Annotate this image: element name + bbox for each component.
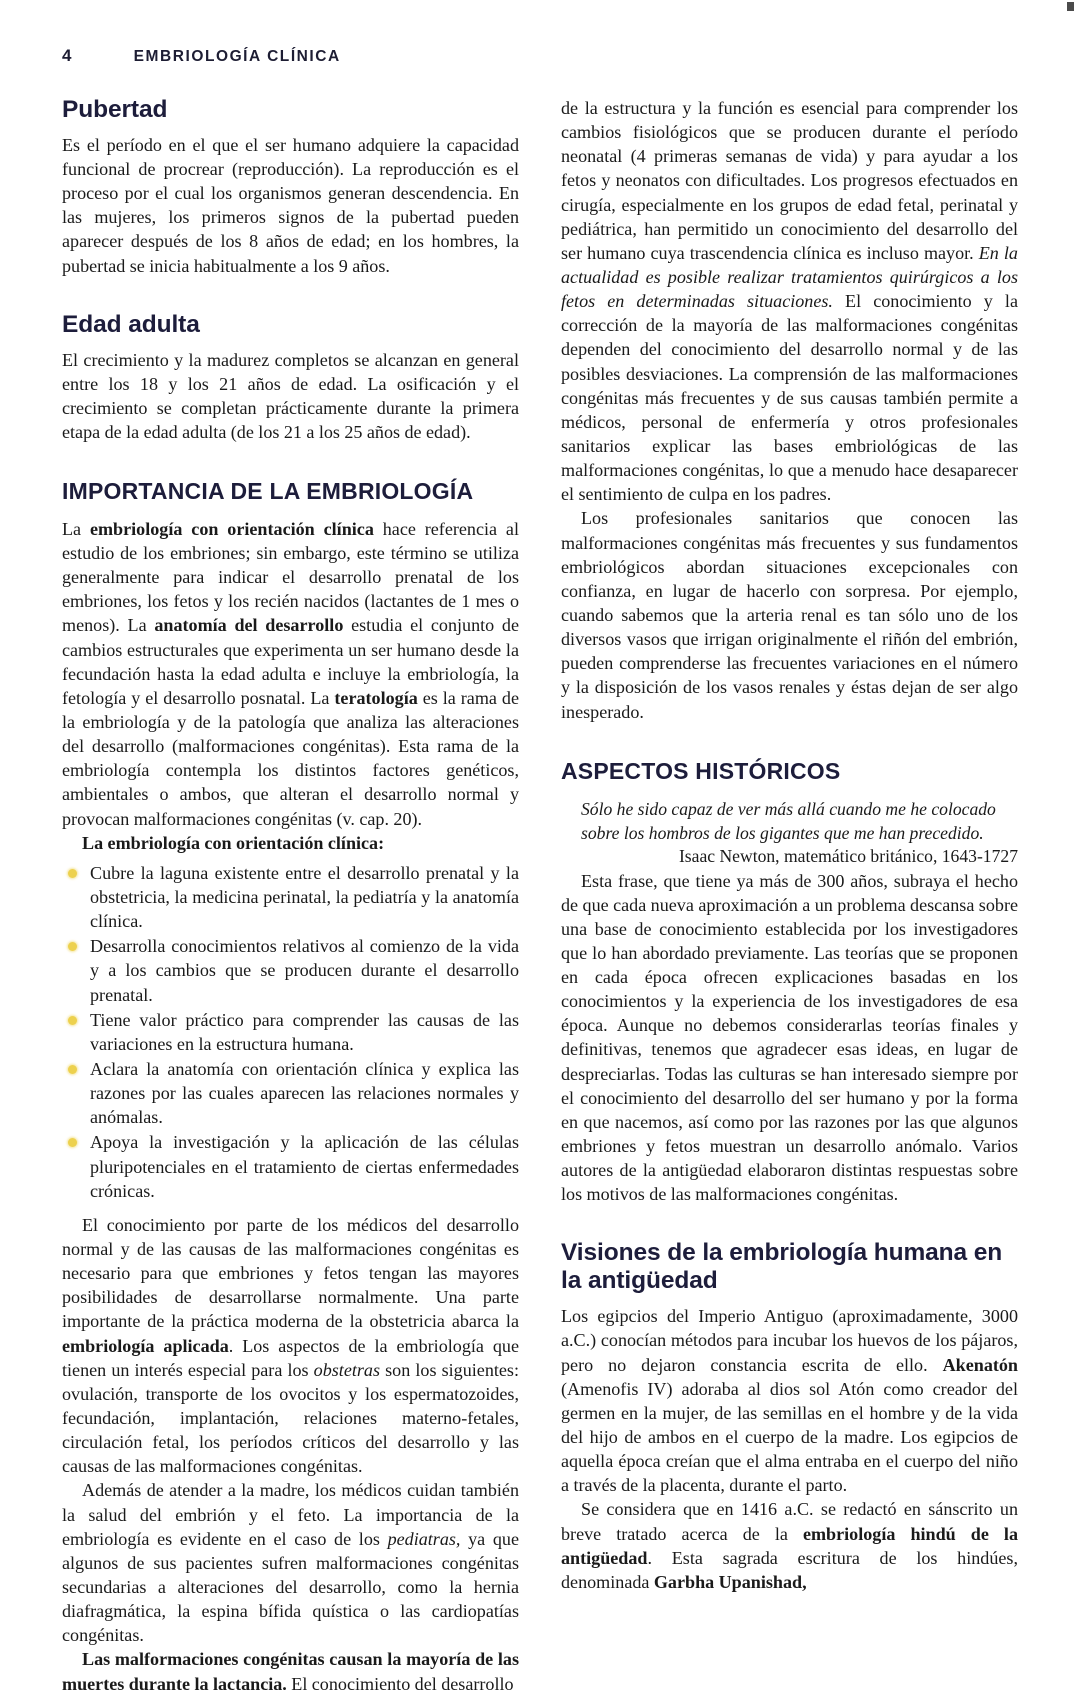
paragraph-edad-adulta: El crecimiento y la madurez completos se alcanzan en general entre los 18 y los 21 años de edad. La osificación y el crecimiento se completan prácticamente durante la primera etapa de la edad adulta (de los 21 a los 25 años de edad). <box>62 349 519 443</box>
list-lead-in: La embriología con orientación clínica: <box>82 832 385 853</box>
italic-term-obstetras: obstetras <box>313 1359 381 1380</box>
heading-visiones-antiguedad: Visiones de la embriología humana en la antigüedad <box>561 1239 1003 1295</box>
list-item <box>62 861 519 933</box>
text-run: es la rama de la embriología y de la patología que analiza las alteraciones del desarrollo (malformaciones congénitas). Esta rama de la embriología contempla los distintos factores genéticos, ambientales o ambos, que alteran el desarrollo normal y provocan malformaciones congénitas (v. cap. 20). <box>62 687 519 829</box>
quote-text: Sólo he sido capaz de ver más allá cuando me he colocado sobre los hombros de los gigantes que me han precedido. <box>581 799 996 843</box>
text-run: El conocimiento y la corrección de la mayoría de las malformaciones congénitas dependen del conocimiento del desarrollo normal y de las posibles desviaciones. La comprensión de las malformaciones congénitas más frecuentes y de sus causas también permite a médicos, personal de enfermería y otros profesionales sanitarios explicar las bases embriológicas de las malformaciones congénitas, lo que a menudo hace desaparecer el sentimiento de culpa en los padres. <box>561 291 1018 505</box>
heading-pubertad: Pubertad <box>62 96 168 123</box>
list-item <box>62 934 519 1006</box>
text-run: hace referencia al estudio de los embriones; sin embargo, este término se utiliza generalmente para indicar el desarrollo prenatal de los embriones, los fetos y los recién nacidos (lactantes de 1 mes o menos). La <box>62 518 519 636</box>
text-run: estudia el conjunto de cambios estructurales que experimenta un ser humano desde la fecundación hasta la edad adulta e incluye la embriología, la fetología y el desarrollo posnatal. La <box>62 615 519 708</box>
bullet-dot-icon <box>68 1016 77 1025</box>
book-title: EMBRIOLOGÍA CLÍNICA <box>133 48 341 65</box>
bold-term-garbha-upanishad: Garbha Upanishad, <box>653 1571 807 1592</box>
text-run: Se considera que en 1416 a.C. se redactó en sánscrito un breve tratado acerca de la <box>561 1499 1018 1544</box>
paragraph-importancia <box>62 517 519 831</box>
bold-term-embriologia-hindu: embriología hindú de la antigüedad <box>561 1523 1018 1568</box>
bold-term-malformaciones: Las malformaciones congénitas causan la mayoría de las muertes durante la lactancia. <box>62 1649 519 1694</box>
paragraph-pubertad: Es el período en el que el ser humano adquiere la capacidad funcional de procrear (reproducción). La reproducción es el proceso por el cual los organismos generan descendencia. En las mujeres, los primeros signos de la pubertad pueden aparecer después de los 8 años de edad; en los hombres, la pubertad se inicia habitualmente a los 9 años. <box>62 134 519 276</box>
list-item-text: Desarrolla conocimientos relativos al comienzo de la vida y a los cambios que se producen durante el desarrollo prenatal. <box>90 936 519 1005</box>
heading-importancia-embriologia: IMPORTANCIA DE LA EMBRIOLOGÍA <box>62 478 474 505</box>
paragraph-egipcios <box>561 1304 1018 1497</box>
right-column <box>561 96 1018 1696</box>
paragraph-continuacion <box>561 96 1018 506</box>
benefits-list <box>62 861 519 1203</box>
list-item <box>62 1057 519 1129</box>
text-run: . Los aspectos de la embriología que tienen un interés especial para los <box>62 1335 519 1380</box>
paragraph-ademas <box>62 1478 519 1647</box>
paragraph-frase: Esta frase, que tiene ya más de 300 años, subraya el hecho de que cada nueva aproximación a un problema descansa sobre una base de conocimiento establecida por los investigadores que lo han abordado previamente. Las teorías que se proponen en cada época ofrecen explicaciones basadas en los conocimientos y la experiencia de los investigadores de esa época. Aunque no debemos considerarlas teorías finales y definitivas, tenemos que agradecer esas ideas, en lugar de despreciarlas. Todas las culturas se han interesado siempre por el conocimiento del desarrollo del ser humano y por la forma en que nacemos, así como por las razones por las que algunos embriones y fetos muestran un desarrollo anómalo. Varios autores de la antigüedad elaboraron distintas respuestas sobre los motivos de las malformaciones congénitas. <box>561 870 1018 1205</box>
column-container <box>62 96 1018 1696</box>
bold-term-embriologia-aplicada: embriología aplicada <box>62 1335 229 1356</box>
running-head <box>62 46 1018 66</box>
heading-aspectos-historicos: ASPECTOS HISTÓRICOS <box>561 757 841 784</box>
text-run: El conocimiento por parte de los médicos del desarrollo normal y de las causas de las malformaciones congénitas es necesario para que embriones y fetos tengan las mayores posibilidades de desarrollarse normalmente. Una parte importante de la práctica moderna de la obstetricia abarca la <box>62 1214 519 1332</box>
text-run: . Esta sagrada escritura de los hindúes, denominada <box>561 1547 1018 1592</box>
bullet-dot-icon <box>68 942 77 951</box>
page-number: 4 <box>62 46 72 65</box>
text-run: son los siguientes: ovulación, transporte de los ovocitos y los espermatozoides, fecundación, implantación, relaciones materno-fetales, circulación fetal, los períodos críticos del desarrollo y las causas de las malformaciones congénitas. <box>62 1359 519 1477</box>
text-run: Además de atender a la madre, los médicos cuidan también la salud del embrión y el feto. La importancia de la embriología es evidente en el caso de los <box>62 1480 519 1549</box>
text-run: El conocimiento del desarrollo <box>286 1673 514 1694</box>
bullet-dot-icon <box>68 1065 77 1074</box>
text-run: ya que algunos de sus pacientes sufren malformaciones congénitas secundarias a alteraciones del desarrollo, como la hernia diafragmática, la espina bífida quística o las cardiopatías congénitas. <box>62 1528 519 1646</box>
list-item-text: Cubre la laguna existente entre el desarrollo prenatal y la obstetricia, la medicina perinatal, la pediatría y la anatomía clínica. <box>90 862 519 932</box>
bold-term-embriologia-clinica: embriología con orientación clínica <box>89 518 374 539</box>
paragraph-sanscrito <box>561 1497 1018 1594</box>
bold-term-teratologia: teratología <box>334 687 418 708</box>
scan-artifact <box>1067 2 1074 11</box>
list-item-text: Tiene valor práctico para comprender las causas de las variaciones en la estructura humana. <box>90 1009 519 1054</box>
italic-term-pediatras: pediatras, <box>387 1528 461 1549</box>
italic-sentence-tratamientos: En la actualidad es posible realizar tratamientos quirúrgicos a los fetos en determinadas situaciones. <box>561 242 1018 312</box>
bold-term-anatomia-desarrollo: anatomía del desarrollo <box>154 615 344 636</box>
paragraph-profesionales: Los profesionales sanitarios que conocen las malformaciones congénitas más frecuentes y sus fundamentos embriológicos abordan situaciones excepcionales con confianza, en lugar de hacerlo con sorpresa. Por ejemplo, cuando sabemos que la arteria renal es tan sólo uno de los diversos vasos que irrigan originalmente el riñón del embrión, pueden comprenderse las frecuentes variaciones en el número y la disposición de los vasos renales y éstas dejan de ser algo inesperado. <box>561 508 1018 722</box>
bold-term-akenaton: Akenatón <box>942 1354 1018 1375</box>
list-item <box>62 1008 519 1056</box>
bullet-dot-icon <box>68 869 77 878</box>
list-item-text: Apoya la investigación y la aplicación de las células pluripotenciales en el tratamiento de ciertas enfermedades crónicas. <box>90 1132 519 1201</box>
bullet-dot-icon <box>68 1138 77 1147</box>
text-run: La <box>62 518 90 539</box>
paragraph-malformaciones <box>62 1647 519 1695</box>
heading-edad-adulta: Edad adulta <box>62 310 200 338</box>
text-run: (Amenofis IV) adoraba al dios sol Atón como creador del germen en la mujer, de las semillas en el hombre y de la vida del hijo de ambos en el cuerpo de la madre. Los egipcios de aquella época creían que el alma entraba en el cuerpo del niño a través de la placenta, durante el parto. <box>561 1378 1018 1496</box>
list-item-text: Aclara la anatomía con orientación clínica y explica las razones por las cuales aparecen las relaciones normales y anómalas. <box>90 1059 519 1128</box>
paragraph-conocimiento <box>62 1213 519 1479</box>
quote-attribution: Isaac Newton, matemático británico, 1643-1727 <box>678 846 1018 867</box>
left-column <box>62 96 519 1696</box>
text-run: Los egipcios del Imperio Antiguo (aproximadamente, 3000 a.C.) conocían métodos para incubar los huevos de los pájaros, pero no dejaron constancia escrita de ello. <box>561 1306 1018 1375</box>
list-item <box>62 1130 519 1202</box>
epigraph <box>561 798 1018 868</box>
text-run: de la estructura y la función es esencial para comprender los cambios fisiológicos que se producen durante el período neonatal (4 primeras semanas de vida) y para ayudar a los fetos y neonatos con dificultades. Los progresos efectuados en cirugía, especialmente en los grupos de edad fetal, perinatal y pediátrica, han permitido un conocimiento del desarrollo del ser humano cuya trascendencia clínica es incluso mayor. <box>561 98 1018 263</box>
